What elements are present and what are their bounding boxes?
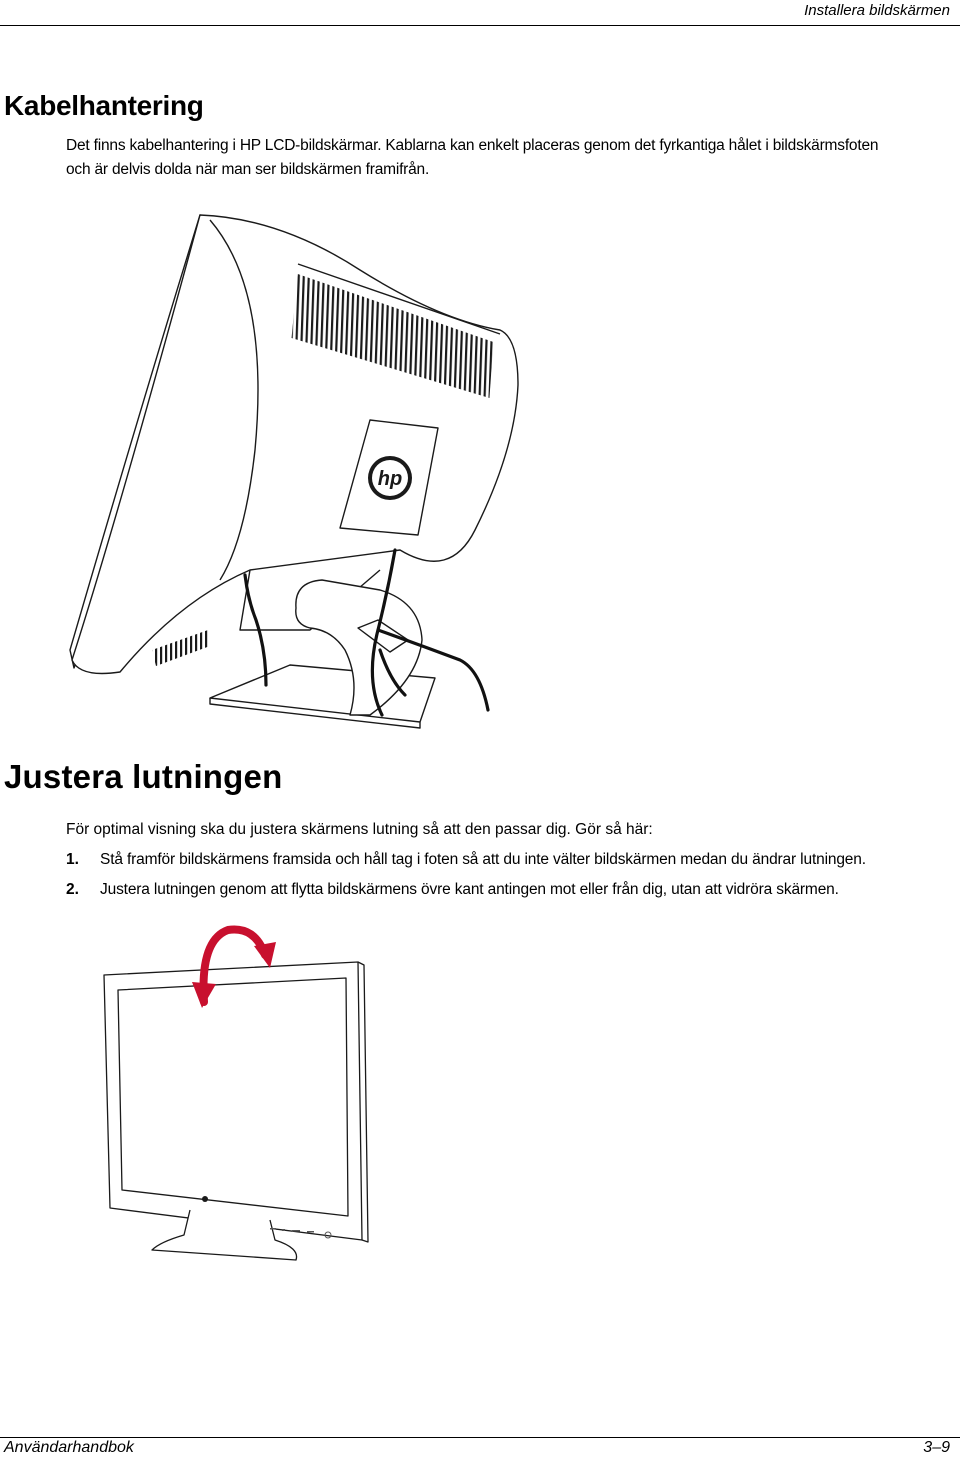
tilt-intro: För optimal visning ska du justera skärmens lutning så att den passar dig. Gör så här: [66, 821, 653, 838]
running-footer [0, 1437, 960, 1459]
page-number: 3–9 [923, 1439, 950, 1456]
step-1 [66, 850, 958, 870]
cable-paragraph-line-2: och är delvis dolda när man ser bildskärmen framifrån. [66, 161, 430, 178]
monitor-back-illustration [60, 210, 530, 730]
step-number: 1. [66, 851, 79, 868]
step-number: 2. [66, 881, 79, 898]
step-text: Justera lutningen genom att flytta bildskärmens övre kant antingen mot eller från dig, utan att vidröra skärmen. [100, 881, 839, 898]
manual-title: Användarhandbok [4, 1439, 134, 1456]
cable-paragraph-line-1: Det finns kabelhantering i HP LCD-bildskärmar. Kablarna kan enkelt placeras genom det fyrkantiga hålet i bildskärmsfoten [66, 137, 879, 154]
tilt-steps [66, 850, 958, 910]
monitor-front-tilt-illustration [100, 920, 375, 1265]
step-2 [66, 880, 958, 900]
svg-text:hp: hp [377, 468, 403, 490]
hp-logo-icon [368, 456, 412, 500]
cable-paragraph [66, 134, 956, 182]
section-heading-cable: Kabelhantering [4, 90, 204, 121]
step-text: Stå framför bildskärmens framsida och håll tag i foten så att du inte välter bildskärmen medan du ändrar lutningen. [100, 851, 866, 868]
chapter-title: Installera bildskärmen [804, 2, 950, 19]
running-header [0, 0, 960, 26]
section-heading-tilt: Justera lutningen [4, 758, 283, 795]
